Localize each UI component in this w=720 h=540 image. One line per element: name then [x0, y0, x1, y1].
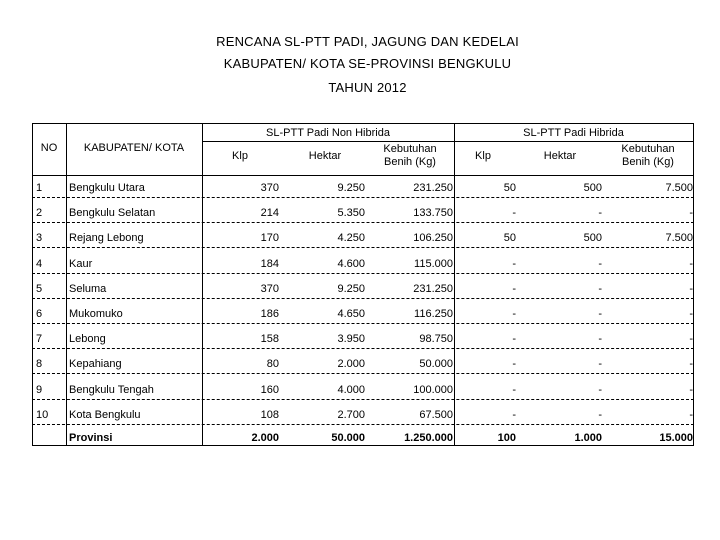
total-klp: 2.000: [251, 432, 279, 444]
cell-hektar: 5.350: [337, 207, 365, 220]
cell-hibrida-kebutuhan: 7.500: [665, 182, 693, 194]
cell-kebutuhan: 50.000: [419, 358, 453, 371]
cell-hibrida-klp: 50: [503, 232, 516, 245]
cell-hibrida-klp: -: [512, 207, 516, 220]
header-no: NO: [40, 142, 58, 154]
row-separator: [32, 298, 694, 299]
cell-hibrida-hektar: -: [598, 282, 602, 295]
row-separator: [32, 197, 694, 198]
cell-no: 6: [36, 308, 43, 320]
col-divider-name: [202, 123, 203, 445]
cell-kebutuhan: 115.000: [414, 257, 453, 270]
cell-hibrida-kebutuhan: -: [689, 383, 693, 396]
row-separator: [32, 373, 694, 374]
cell-kabupaten: Bengkulu Tengah: [69, 383, 154, 396]
total-hektar: 50.000: [331, 432, 365, 444]
header-kebutuhan-line2: Benih (Kg): [384, 156, 436, 168]
cell-hibrida-hektar: 500: [583, 182, 602, 194]
cell-no: 5: [36, 282, 43, 295]
cell-no: 9: [36, 383, 43, 396]
cell-klp: 80: [266, 358, 279, 371]
row-separator: [32, 273, 694, 274]
cell-kabupaten: Kaur: [69, 257, 93, 270]
cell-hibrida-klp: 50: [503, 182, 516, 194]
cell-hektar: 2.000: [337, 358, 365, 371]
cell-kebutuhan: 98.750: [419, 333, 453, 346]
cell-kabupaten: Rejang Lebong: [69, 232, 144, 245]
cell-hibrida-kebutuhan: -: [689, 308, 693, 320]
header-klp: Klp: [232, 150, 248, 162]
cell-hibrida-kebutuhan: -: [689, 333, 693, 346]
cell-klp: 108: [260, 408, 279, 421]
cell-hibrida-hektar: -: [598, 308, 602, 320]
cell-klp: 184: [260, 257, 279, 270]
cell-kebutuhan: 231.250: [413, 282, 453, 295]
cell-no: 7: [36, 333, 43, 346]
row-separator: [32, 323, 694, 324]
cell-hibrida-klp: -: [512, 358, 516, 371]
header-kebutuhan-line1: Kebutuhan: [383, 143, 437, 155]
cell-kebutuhan: 116.250: [414, 308, 453, 320]
cell-kabupaten: Mukomuko: [69, 308, 123, 320]
cell-kebutuhan: 100.000: [413, 383, 453, 396]
header-hibrida-kebutuhan-line2: Benih (Kg): [622, 156, 674, 168]
cell-klp: 170: [260, 232, 279, 245]
row-separator: [32, 247, 694, 248]
group-divider: [202, 141, 694, 142]
cell-hektar: 4.000: [337, 383, 365, 396]
cell-kabupaten: Bengkulu Utara: [69, 182, 145, 194]
cell-no: 8: [36, 358, 43, 371]
cell-kebutuhan: 231.250: [413, 182, 453, 194]
header-kebutuhan: [370, 143, 450, 169]
header-hektar: Hektar: [308, 150, 342, 162]
cell-kabupaten: Lebong: [69, 333, 106, 346]
cell-hibrida-hektar: -: [598, 358, 602, 371]
cell-hibrida-kebutuhan: -: [689, 408, 693, 421]
total-label: Provinsi: [69, 432, 113, 444]
cell-klp: 158: [260, 333, 279, 346]
cell-kabupaten: Kota Bengkulu: [69, 408, 141, 421]
header-hibrida-klp: Klp: [475, 150, 491, 162]
header-hibrida-kebutuhan-line1: Kebutuhan: [621, 143, 675, 155]
cell-kebutuhan: 67.500: [419, 408, 453, 421]
cell-hektar: 4.250: [337, 232, 365, 245]
cell-no: 1: [36, 182, 43, 194]
cell-kebutuhan: 133.750: [413, 207, 453, 220]
cell-hibrida-klp: -: [512, 408, 516, 421]
cell-hibrida-klp: -: [512, 333, 516, 346]
cell-no: 2: [36, 207, 43, 220]
total-hibrida-hektar: 1.000: [574, 432, 602, 444]
header-bottom: [32, 175, 694, 176]
title-line-2: KABUPATEN/ KOTA SE-PROVINSI BENGKULU: [223, 56, 512, 71]
cell-klp: 186: [260, 308, 279, 320]
col-divider-group: [454, 123, 455, 445]
cell-hibrida-klp: -: [512, 383, 516, 396]
row-separator: [32, 424, 694, 425]
header-group-non-hibrida: SL-PTT Padi Non Hibrida: [266, 127, 390, 139]
cell-hibrida-kebutuhan: 7.500: [665, 232, 693, 245]
cell-klp: 214: [260, 207, 279, 220]
cell-hibrida-kebutuhan: -: [689, 358, 693, 371]
row-separator: [32, 222, 694, 223]
cell-hibrida-hektar: -: [598, 333, 602, 346]
cell-hibrida-hektar: -: [598, 207, 602, 220]
title-line-3: TAHUN 2012: [328, 80, 407, 95]
header-kabupaten: KABUPATEN/ KOTA: [83, 142, 185, 154]
header-hibrida-hektar: Hektar: [543, 150, 577, 162]
cell-hektar: 4.600: [337, 257, 365, 270]
border-right: [693, 123, 694, 445]
cell-no: 10: [36, 408, 49, 421]
total-kebutuhan: 1.250.000: [404, 432, 453, 444]
cell-hibrida-hektar: -: [598, 257, 602, 270]
cell-hektar: 9.250: [337, 282, 365, 295]
cell-no: 4: [36, 257, 43, 270]
total-hibrida-klp: 100: [497, 432, 516, 444]
cell-kabupaten: Bengkulu Selatan: [69, 207, 156, 220]
border-bottom: [32, 445, 694, 446]
header-hibrida-kebutuhan: [608, 143, 688, 169]
cell-hibrida-hektar: 500: [583, 232, 602, 245]
cell-hektar: 3.950: [337, 333, 365, 346]
cell-hibrida-hektar: -: [598, 383, 602, 396]
cell-klp: 370: [260, 282, 279, 295]
cell-kebutuhan: 106.250: [413, 232, 453, 245]
cell-hibrida-klp: -: [512, 308, 516, 320]
row-separator: [32, 348, 694, 349]
header-group-hibrida: SL-PTT Padi Hibrida: [523, 127, 624, 139]
border-top: [32, 123, 694, 124]
cell-hibrida-kebutuhan: -: [689, 207, 693, 220]
col-divider-no: [66, 123, 67, 445]
cell-klp: 370: [260, 182, 279, 194]
cell-kabupaten: Seluma: [69, 282, 107, 295]
cell-no: 3: [36, 232, 43, 245]
cell-kabupaten: Kepahiang: [69, 358, 122, 371]
cell-hibrida-hektar: -: [598, 408, 602, 421]
row-separator: [32, 399, 694, 400]
cell-klp: 160: [260, 383, 279, 396]
cell-hektar: 4.650: [337, 308, 365, 320]
cell-hibrida-klp: -: [512, 257, 516, 270]
cell-hibrida-kebutuhan: -: [689, 282, 693, 295]
cell-hibrida-kebutuhan: -: [689, 257, 693, 270]
cell-hektar: 2.700: [337, 408, 365, 421]
title-line-1: RENCANA SL-PTT PADI, JAGUNG DAN KEDELAI: [216, 34, 519, 49]
cell-hektar: 9.250: [337, 182, 365, 194]
total-hibrida-kebutuhan: 15.000: [659, 432, 693, 444]
cell-hibrida-klp: -: [512, 282, 516, 295]
border-left: [32, 123, 33, 445]
